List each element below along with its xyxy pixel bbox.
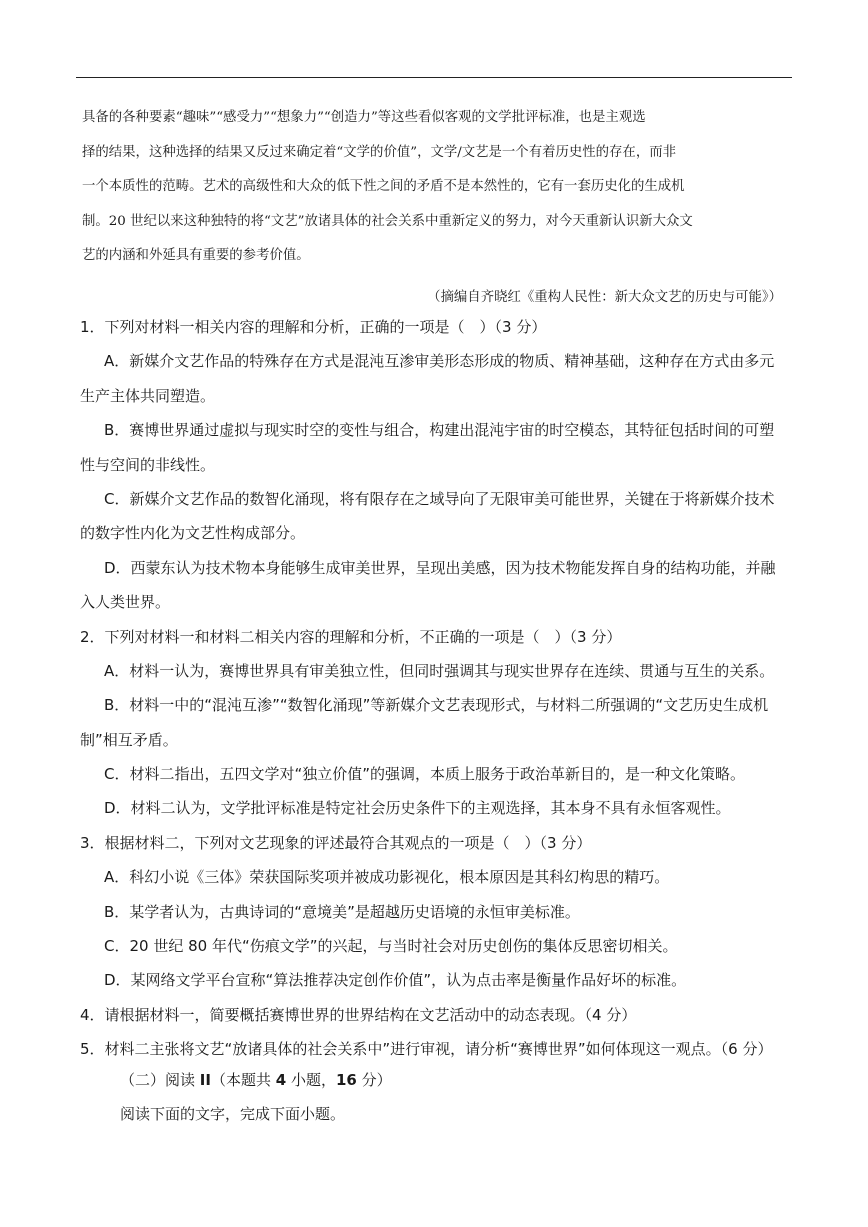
passage-line: 制。20 世纪以来这种独特的将“文艺”放诸具体的社会关系中重新定义的努力，对今天重新认识新大众文 — [82, 213, 693, 229]
passage-line: 具备的各种要素“趣味”“感受力”“想象力”“创造力”等这些看似客观的文学批评标准，也是主观选 — [82, 110, 646, 125]
section-intro: 阅读下面的文字，完成下面小题。 — [120, 1105, 346, 1123]
question-1-option-b: B．赛博世界通过虚拟与现实时空的变性与组合，构建出混沌宇宙的时空模态，其特征包括时间的可塑 — [104, 421, 775, 440]
question-3-option-b: B．某学者认为，古典诗词的“意境美”是超越历史语境的永恒审美标准。 — [104, 902, 580, 921]
question-2-option-b: B．材料一中的“混沌互渗”“数智化涌现”等新媒介文艺表现形式，与材料二所强调的“文艺历史生成机 — [104, 696, 769, 715]
question-4-stem: 4．请根据材料一，简要概括赛博世界的世界结构在文艺活动中的动态表现。（4 分） — [80, 1005, 637, 1024]
question-2-option-c: C．材料二指出，五四文学对“独立价值”的强调，本质上服务于政治革新目的，是一种文化策略。 — [104, 765, 746, 784]
question-1-option-a-cont: 生产主体共同塑造。 — [80, 386, 216, 405]
question-3-stem: 3．根据材料二，下列对文艺现象的评述最符合其观点的一项是（ ）（3 分） — [80, 833, 592, 852]
section-prefix: （二）阅读 — [120, 1071, 200, 1089]
question-list — [80, 313, 792, 1070]
section-heading — [120, 1066, 392, 1094]
section-mid2: 小题， — [286, 1071, 336, 1089]
passage-line: 艺的内涵和外延具有重要的参考价值。 — [82, 248, 310, 263]
passage-source: （摘编自齐晓红《重构人民性：新大众文艺的历史与可能》） — [427, 290, 782, 305]
question-3-option-d: D．某网络文学平台宣称“算法推荐决定创作价值”，认为点击率是衡量作品好坏的标准。 — [104, 971, 687, 990]
section-score: 16 — [335, 1071, 357, 1089]
passage-line: 择的结果，这种选择的结果又反过来确定着“文学的价值”，文学/文艺是一个有着历史性的存在，而非 — [82, 144, 676, 160]
section-suffix: 分） — [356, 1071, 392, 1089]
question-1-option-d-cont: 入人类世界。 — [80, 593, 171, 612]
question-2-option-a: A．材料一认为，赛博世界具有审美独立性，但同时强调其与现实世界存在连续、贯通与互生的关系。 — [104, 661, 775, 680]
header-rule — [76, 77, 792, 78]
question-2-stem: 2．下列对材料一和材料二相关内容的理解和分析，不正确的一项是（ ）（3 分） — [80, 627, 622, 646]
question-1-option-b-cont: 性与空间的非线性。 — [80, 455, 216, 474]
question-3-option-a: A．科幻小说《三体》荣获国际奖项并被成功影视化，根本原因是其科幻构思的精巧。 — [104, 868, 670, 887]
section-roman: II — [199, 1071, 211, 1089]
question-2-option-d: D．材料二认为，文学批评标准是特定社会历史条件下的主观选择，其本身不具有永恒客观性。 — [104, 799, 731, 818]
passage-line: 一个本质性的范畴。艺术的高级性和大众的低下性之间的矛盾不是本然性的，它有一套历史化的生成机 — [82, 179, 685, 194]
question-5-stem: 5．材料二主张将文艺“放诸具体的社会关系中”进行审视，请分析“赛博世界”如何体现这一观点。（6 分） — [80, 1040, 773, 1059]
question-1-option-c-cont: 的数字性内化为文艺性构成部分。 — [80, 524, 306, 543]
question-1-option-a: A．新媒介文艺作品的特殊存在方式是混沌互渗审美形态形成的物质、精神基础，这种存在方式由多元 — [104, 352, 775, 371]
question-1-option-d: D．西蒙东认为技术物本身能够生成审美世界，呈现出美感，因为技术物能发挥自身的结构功能，并融 — [104, 558, 776, 577]
section-count: 4 — [275, 1071, 287, 1089]
question-1-stem: 1．下列对材料一相关内容的理解和分析，正确的一项是（ ）（3 分） — [80, 318, 547, 336]
section-mid: （本题共 — [210, 1071, 276, 1089]
question-3-option-c: C．20 世纪 80 年代“伤痕文学”的兴起，与当时社会对历史创伤的集体反思密切相关。 — [104, 937, 678, 956]
question-2-option-b-cont: 制”相互矛盾。 — [80, 730, 178, 749]
passage-text — [82, 108, 788, 281]
question-1-option-c: C．新媒介文艺作品的数智化涌现，将有限存在之域导向了无限审美可能世界，关键在于将新媒介技术 — [104, 489, 775, 508]
